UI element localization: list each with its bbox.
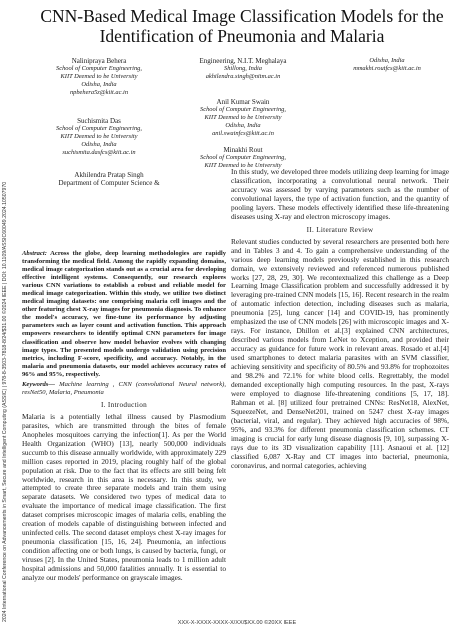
- author-institution: KIIT Deemed to be University: [60, 73, 138, 80]
- author-name: Anil Kumar Swain: [216, 98, 270, 106]
- introduction-text: Malaria is a potentially lethal illness caused by Plasmodium parasites, which are transmitted through the bites of female Anopheles mosquitoes carrying the infection[1]. As per the World Health Organization (WHO) [13], nearly 500,000 individuals succumb to this disease annually worldwide, with approximately 229 million cases reported in 2019, placing roughly half of the global population at risk. Due to the fact that its effects are still being felt worldwide, research in this area is necessary. In this study, we attempted to create three separate models and train them using separate datasets. We considered two types of medical data to evaluate the importance of medical image classification. The first dataset comprises microscopic images of malaria cells, enabling the creation of models capable of distinguishing between infected and uninfected cells. The second dataset employs chest X-ray images for pneumonia classification [15, 16, 24]. Pneumonia, an infectious condition affecting one or both lungs, is caused by bacteria, fungi, or viruses [2]. In the United States, pneumonia leads to 1 million adult hospital admissions and 50,000 fatalities annually. It is essential to analyze our models' performance on grayscale images.: [22, 411, 226, 582]
- author-name: Suchismita Das: [77, 117, 121, 125]
- author-name: Minakhi Rout: [223, 146, 263, 154]
- author-institution: KIIT Deemed to be University: [60, 133, 138, 140]
- section-heading-literature-review: II. Literature Review: [306, 225, 374, 234]
- author-institution: School of Computer Engineering,: [56, 125, 142, 132]
- keywords-text: Machine learning , CNN (convolutional Neural network), resNet50, Malaria, Pneumonia: [22, 380, 226, 396]
- author-institution: School of Computer Engineering,: [56, 65, 142, 72]
- keywords-label: Keywords—: [22, 380, 55, 388]
- author-institution: KIIT Deemed to be University: [204, 114, 282, 121]
- author-email: anil.swainfcs@kiit.ac.in: [212, 130, 274, 137]
- author-block-1: [34, 57, 164, 97]
- conference-doi-sidebar: 2024 International Conference on Advancements in Smart, Secure and Intelligent Computing (ASSIC) | 978-8-3503-7818-8/24/$31.00 ©2024 IEEE | DOI: 10.1109/ASSIC60049.2024.10507970: [2, 181, 8, 622]
- author-block-6: [34, 171, 184, 187]
- author-institution: School of Computer Engineering,: [200, 154, 286, 161]
- author-institution: KIIT Deemed to be University: [204, 162, 282, 169]
- author-name: Akhilendra Pratap Singh: [74, 171, 144, 179]
- author-location: Odisha, India: [369, 57, 405, 64]
- abstract-text: Across the globe, deep learning methodologies are rapidly transforming the medical field. Among the rapidly expanding domains, medical image categorization stands out as a crucial area for developing effective intelligent systems. Consequently, our research explores various CNN variations to establish a robust and reliable model for medical image categorization. Within this study, we utilize two distinct medical imaging datasets: one comprising malaria cell images and the other featuring chest X-ray images for pneumonia diagnosis. To enhance the model's accuracy, we fine-tune its performance by adjusting parameters such as layer count and activation function. This approach empowers researchers to identify optimal CNN parameters for image classification and observe how model behavior evolves with changing image types. The presented models undergo validation using precision metrics, including F-score, specificity, and accuracy. Notably, in the malaria and pneumonia datasets, our model achieves accuracy rates of 96% and 95%, respectively.: [22, 250, 226, 378]
- author-location: Odisha, India: [225, 122, 261, 129]
- author-institution: School of Computer Engineering,: [200, 106, 286, 113]
- sidebar: [0, 0, 14, 632]
- author-block-3: [322, 57, 452, 73]
- page-footer: XXX-X-XXXX-XXXX-X/XX/$XX.00 ©20XX IEEE: [177, 620, 297, 626]
- author-department: Department of Computer Science &: [58, 179, 160, 187]
- abstract: [22, 250, 226, 379]
- author-name: Nalinipraya Behera: [71, 57, 127, 65]
- section-heading-introduction: I. Introduction: [100, 400, 148, 409]
- author-block-2: [178, 57, 308, 81]
- right-column: [231, 168, 449, 471]
- literature-review-text: Relevant studies conducted by several researchers are presented both here and in Tables 3 and 4. To gain a comprehensive understanding of the various deep learning models previously established in this research domain, we extensively reviewed and referenced numerous published works [27, 28, 29, 30]. We recontextualized this challenge as a Deep Learning Image Classification problem and successfully addressed it by leveraging pre-trained CNN models [15, 16]. Recent research in the realm of automatic infection detection, including diseases such as malaria, pneumonia [25], lung cancer [14] and COVID-19, has prominently emphasized the use of CNN models [26] with microscopic images and X-rays. For instance, Dhillon et al.[3] explained CNN architectures, described various models from LeNet to Xception, and provided their accuracy as guidance for future work in relevant areas. Rosado et al.[4] used smartphones to detect malaria parasites with an SVM classifier, achieving sensitivity and specificity of 80.5% and 93.8% for trophozoites and 98.2% and 72.1% for white blood cells. Regrettably, the model demanded exceptionally high computing resources. In the past, X-rays were employed to diagnose life-threatening conditions [5, 17, 18]. Rahman et al. [8] utilized four pretrained CNNs: ResNet18, AlexNet, SqueezeNet, and DenseNet201, trained on 5247 chest X-ray images (bacterial, viral, and regular). They achieved high accuracies of 98%, 95%, and 93.3% for different pneumonia classification schemes. CT imaging is crucial for early lung disease diagnosis [9, 10], surpassing X-rays due to its 3D visualization capability [11]. Asnaoui et al. [12] classified 6,087 X-Ray and CT images into bacterial, pneumonia, coronavirus, and normal categories, achieving: [231, 236, 449, 470]
- author-email: suchismita.dasfcs@kiit.ac.in: [62, 149, 136, 156]
- left-column: [22, 250, 226, 583]
- author-location: Odisha, India: [81, 141, 117, 148]
- introduction-continued-text: In this study, we developed three models utilizing deep learning for image classification, incorporating a convolutional neural network. Their accuracy was assessed by varying parameters such as the number of convolutional layers, the type of activation function, and the quantity of pooling layers. These models effectively identified these life-threatening diseases using X-ray and electron microscopy images.: [231, 167, 449, 221]
- author-location: Shillong, India: [224, 65, 262, 72]
- author-block-4: [34, 117, 164, 157]
- abstract-label: Abstract:: [22, 250, 47, 257]
- keywords: [22, 381, 226, 397]
- author-email: mmakhi.routfcs@kiit.ac.in: [353, 65, 421, 72]
- author-department: Engineering, N.I.T. Meghalaya: [199, 57, 287, 65]
- author-location: Odisha, India: [81, 81, 117, 88]
- author-email: npbehera5z@kiit.ac.in: [69, 89, 129, 96]
- author-email: akhilendra.singh@nitm.ac.in: [205, 73, 281, 80]
- author-block-5: [178, 98, 308, 138]
- paper-title: CNN-Based Medical Image Classification Models for the Identification of Pneumonia and Malaria: [40, 6, 444, 46]
